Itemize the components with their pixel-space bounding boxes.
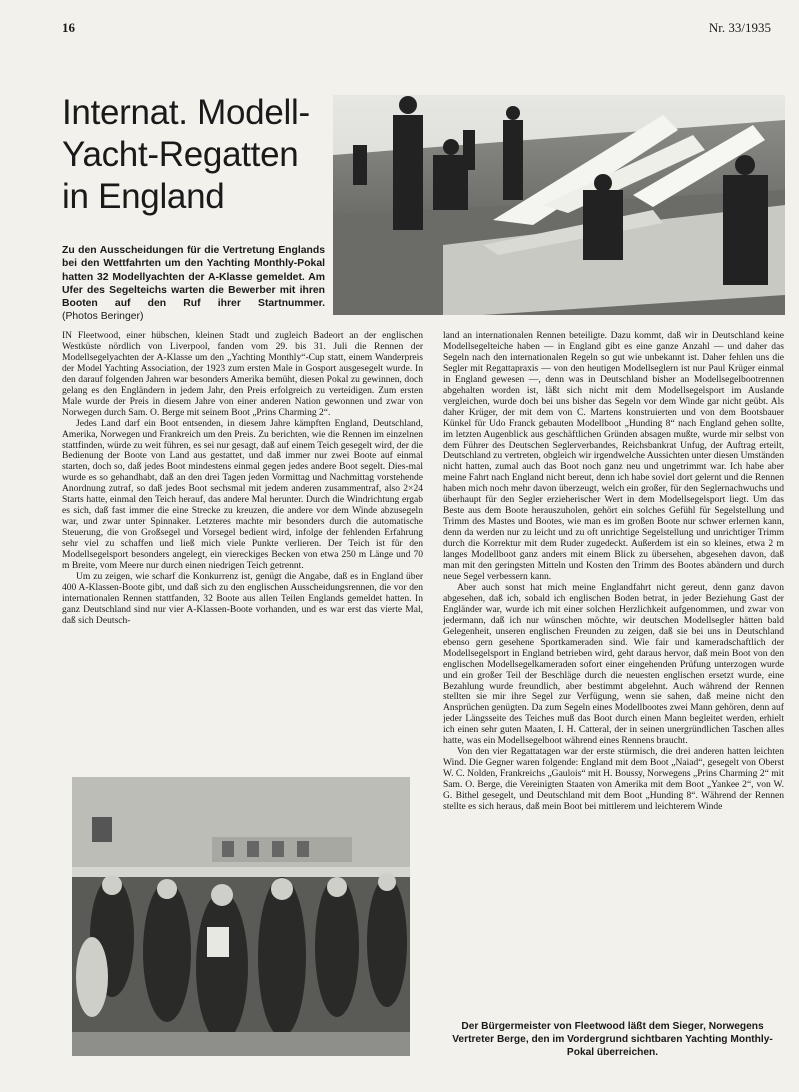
title-line-3: in England [62, 177, 225, 216]
column-1-paragraph-2: Jedes Land darf ein Boot entsenden, in diesem Jahre kämpften England, Deutschland, Amerika, Norwegen und Frankreich um den Preis. Zu berichten, wie die Rennen im einzelnen stattfinden, würde zu weit führen, es sei nur gesagt, daß auf einem Teich gesegelt wird, der die Bedienung der Boote von Land aus gestattet, und daß immer nur zwei Boote auf einmal starten, doch so, daß jedes Boot mindestens einmal gegen jedes andere Boot segelt. Dies-mal wurde es so gehandhabt, daß an den drei Tagen jeden Vormittag und Nachmittag vorstehende Anordnung zutraf, so daß jedes Boot sechsmal mit jedem anderen zusammentraf, also 2×24 Starts hatte, einmal den Teich herauf, das andere Mal herunter. Durch die Windrichtung ergab es sich, daß fast immer die eine Strecke zu kreuzen, die andere vor dem Winde abzusegeln war, und zwar unter Spinnaker. Letzteres machte mir besonders durch die automatische Steuerung, die von Großsegel und Vorsegel bedient wird, infolge der fehlenden Erfahrung sehr viel zu schaffen und ließ mich viele Punkte verlieren. Der Teich ist für den Modellsegelsport besonders angelegt, ein viereckiges Becken von etwa 250 m Länge und 70 m Breite, vom Meere nur durch einen niedrigen Teich getrennt. [62, 417, 423, 572]
photo-pond-shore-image [333, 95, 785, 315]
photo-pond-shore [333, 95, 785, 315]
lead-text: Zu den Ausscheidungen für die Vertretung Englands bei den Wettfahrten um den Yachting Monthly-Pokal hatten 32 Modellyachten der A-Klasse gemeldet. Am Ufer des Segelteichs warten die Bewerber mit ihren Booten auf den Ruf ihrer Startnummer. [62, 245, 325, 310]
issue-number: Nr. 33/1935 [708, 20, 771, 35]
photo-credit: (Photos Beringer) [62, 311, 144, 323]
column-1-paragraph-3: Um zu zeigen, wie scharf die Konkurrenz ist, genügt die Angabe, daß es in England über 400 A-Klassen-Boote gibt, und daß sich zu den englischen Ausscheidungsrennen, die vor den internationalen Rennen stattfanden, 32 Boote aus allen Teilen Englands gemeldet hatten. In ganz Deutschland sind nur vier A-Klassen-Boote vorhanden, und es war erst das vierte Mal, daß sich Deutsch- [62, 570, 423, 626]
article-column-2 [443, 331, 784, 1019]
column-2-paragraph-1: land an internationalen Rennen beteiligte. Dazu kommt, daß wir in Deutschland keine Modellsegelteiche haben — in England gibt es eine ganze Anzahl — und daher das Segeln nach den internationalen Regeln so gut wie unbekannt ist. Daher fehlen uns die Segler mit Regattapraxis — von den heutigen Modellseglern ist nur Paul Krüger einmal in England gewesen —, denn was in Deutschland bisher an Modellsegelbootrennen abgehalten worden ist, läßt sich nicht mit dem Modellsegelsport im Auslande vergleichen, wurde doch bei uns bisher das Segeln vor dem Winde gar nicht geübt. Als daher Krüger, der mit dem von C. Martens konstruierten und von dem Bootsbauer Künkel für Udo Franck gebauten Modellboot „Hunding 8“ nach England gehen sollte, im letzten Augenblick aus geschäftlichen Gründen absagen mußte, wurde mir selbst von dem Führer des Deutschen Seglerverbandes, Reichsbankrat Unfug, der Auftrag erteilt, Deutschland zu vertreten, obgleich wir irgendwelche Aussichten unter diesen Umständen nicht hatten, zumal auch das Boot noch ganz neu und ungetrimmt war. Ich habe aber meine Fahrt nach England nicht bereut, denn ich habe soviel dort gelernt und die Rennen haben mich noch mehr davon überzeugt, welch ein großer, für den Seglernachwuchs und überhaupt für den Segler erzieherischer Wert in dem Modellsegelsport liegt. Um das Beste aus dem Boote herauszuholen, gehört ein solches Gefühl für Segelstellung und Trimm des Mastes und Bootes, wie man es im großen Boote nur schwer erlernen kann, denn da werden nur zu leicht und zu oft unrichtige Segelstellung und unrichtiger Trimm durch die Korrektur mit dem Ruder zugedeckt. Außerdem ist ein so kleines, etwa 2 m langes Modellboot ganz anders mit einem Blick zu übersehen, abgesehen davon, daß man mit den geringsten Mitteln und Kosten den Trimm des Bootes abändern und durch neue Segel verbessern kann. [443, 331, 784, 582]
article-title [62, 92, 332, 218]
article-column-1 [62, 331, 423, 773]
title-line-2: Yacht-Regatten [62, 135, 299, 174]
column-2-paragraph-3: Von den vier Regattatagen war der erste stürmisch, die drei anderen hatten leichten Wind. Die Gegner waren folgende: England mit dem Boot „Naiad“, gesegelt von Oberst W. C. Nolden, Frankreichs „Gaulois“ mit H. Boussy, Norwegens „Prins Charming 2“ mit Sam. O. Berge, die Vereinigten Staaten von Amerika mit dem Boot „Yankee 2“, von W. G. Bithel gesegelt, und Deutschland mit dem Boot „Hunding 8“. Während der Rennen stellte es sich heraus, daß mein Boot bei mittlerem und leichterem Winde [443, 746, 784, 812]
photo-trophy-presentation [72, 777, 410, 1056]
photo-caption: Der Bürgermeister von Fleetwood läßt dem Sieger, Norwegens Vertreter Berge, den im Vordergrund sichtbaren Yachting Monthly-Pokal überreichen. [452, 1021, 773, 1058]
column-1-paragraph-1: IN Fleetwood, einer hübschen, kleinen Stadt und zugleich Badeort an der englischen Westküste nördlich von Liverpool, fanden vom 29. bis 31. Juli die Rennen der Modellsegelyachten der A-Klasse um den „Yachting Monthly“-Cup statt, einem Wanderpreis der Model Yachting Association, der 1923 zum ersten Male in Gosport ausgesegelt wurde. In den darauf folgenden Jahren war besonders Amerika bemüht, diesen Pokal zu gewinnen, doch gelang es den Engländern in jedem Jahr, den Preis erfolgreich zu verteidigen. Zum ersten Male wurde der Preis in diesem Jahre von einer anderen Nation gewonnen und zwar von Norwegen durch Sam. O. Berge mit seinem Boot „Prins Charming 2“. [62, 331, 423, 418]
column-2-paragraph-2: Aber auch sonst hat mich meine Englandfahrt nicht gereut, denn ganz davon abgesehen, daß ich, sobald ich englischen Boden betrat, in jeder Beziehung Gast der Engländer war, wurde ich mit einer solchen Herzlichkeit aufgenommen, und zwar von jedermann, daß ich nur wünschen möchte, wir deutschen Modellsegler hätten bald Gelegenheit, unseren englischen Freunden zu zeigen, daß sie bei uns in Deutschland ebenso gern gesehene Sportkameraden sind. Wie fair und kameradschaftlich der Modellsegelsport in England betrieben wird, geht daraus hervor, daß mein Boot von den englischen Modellsegelkameraden sofort einer eingehenden Prüfung unterzogen wurde und ein großer Teil der Beschläge durch die neuesten englischen ersetzt wurde, eine Bezahlung wurde freundlich, aber bestimmt abgelehnt. Auch während der Rennen stellten sie mir ihre Segel zur Verfügung, wenn sie sahen, daß meine nicht den Ansprüchen genügten. Da zum Segeln eines Modellbootes zwei Mann gehören, denn auf jeder Längsseite des Teiches muß das Boot durch einen Mann begleitet werden, erhielt ich einen sehr guten Maaten, I. H. Catteral, der in seinen unergründlichen Taschen alles hatte, was ein Modellsegelboot während eines Rennens braucht. [443, 581, 784, 747]
title-line-1: Internat. Modell- [62, 93, 310, 132]
lead-paragraph [62, 244, 325, 324]
photo-trophy-presentation-image [72, 777, 410, 1056]
page-number: 16 [62, 20, 75, 35]
